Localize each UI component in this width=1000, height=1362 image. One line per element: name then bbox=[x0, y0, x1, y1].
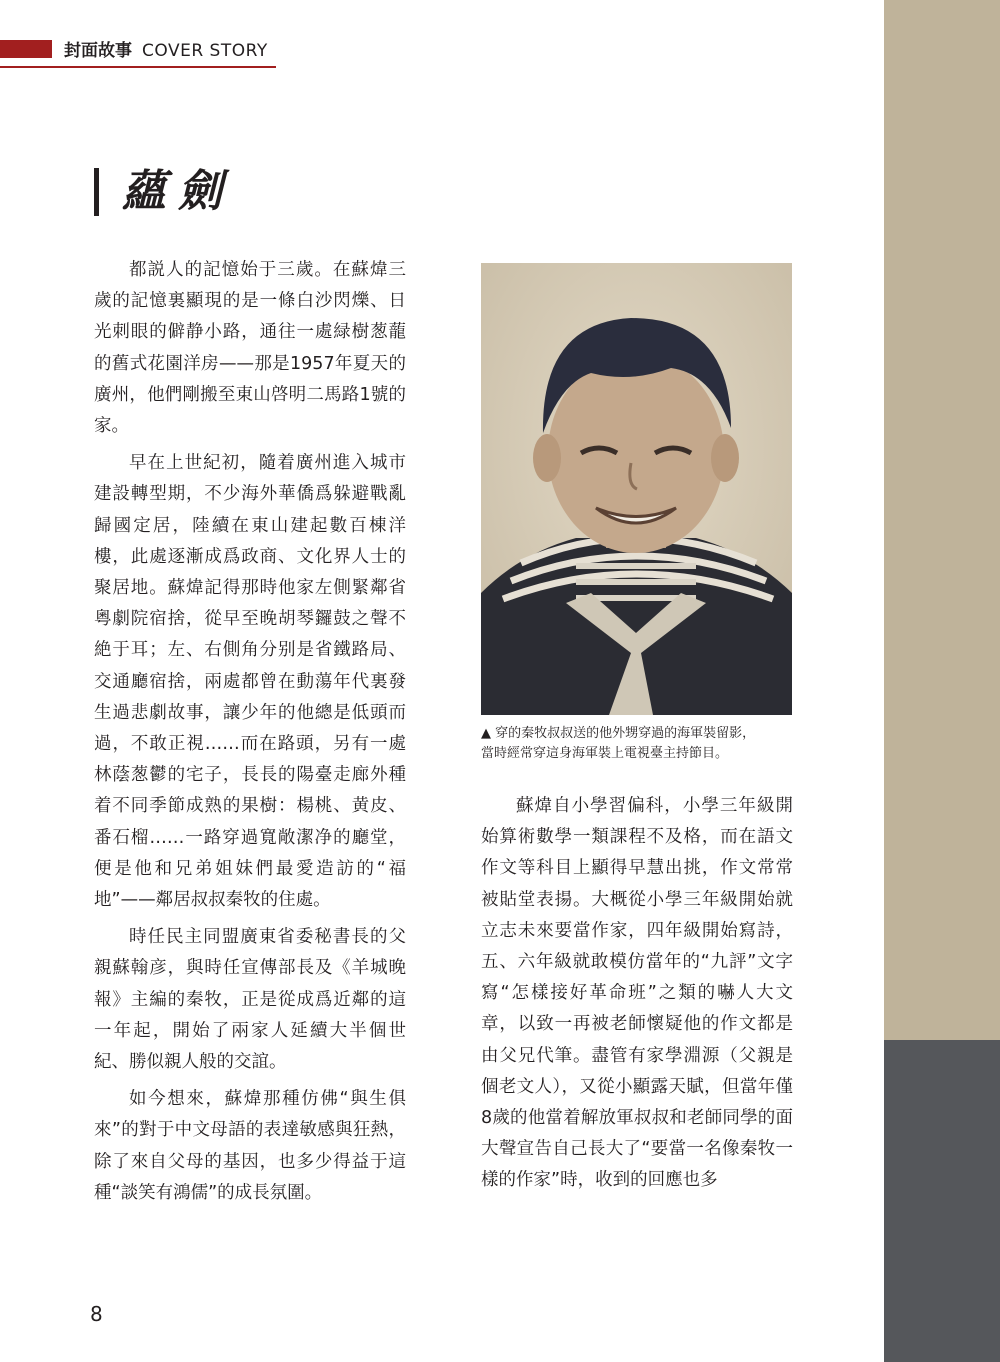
left-text-column bbox=[94, 255, 406, 1215]
caption-line: 當時經常穿這身海軍裝上電視臺主持節目。 bbox=[481, 746, 729, 761]
paragraph: 蘇煒自小學習偏科，小學三年級開始算術數學一類課程不及格，而在語文作文等科目上顯得早慧出挑，作文常常被貼堂表揚。大概從小學三年級開始就立志未來要當作家，四年級開始寫詩，五、六年級就敢模仿當年的“九評”文字寫“怎樣接好革命班”之類的嚇人大文章，以致一再被老師懷疑他的作文都是由父兄代筆。盡管有家學淵源（父親是個老文人），又從小顯露天賦，但當年僅8歲的他當着解放軍叔叔和老師同學的面大聲宣告自己長大了“要當一名像秦牧一樣的作家”時，收到的回應也多 bbox=[481, 796, 793, 1191]
paragraph: 時任民主同盟廣東省委秘書長的父親蘇翰彦，與時任宣傳部長及《羊城晚報》主編的秦牧，正是從成爲近鄰的這一年起，開始了兩家人延續大半個世紀、勝似親人般的交誼。 bbox=[94, 927, 406, 1073]
section-label-en: COVER STORY bbox=[142, 41, 268, 61]
paragraph: 早在上世紀初，隨着廣州進入城市建設轉型期，不少海外華僑爲躲避戰亂歸國定居，陸續在東山建起數百棟洋樓，此處逐漸成爲政商、文化界人士的聚居地。蘇煒記得那時他家左側緊鄰省粵劇院宿捨，從早至晚胡琴鑼鼓之聲不絶于耳；左、右側角分别是省鐵路局、交通廳宿捨，兩處都曾在動蕩年代裏發生過悲劇故事，讓少年的他總是低頭而過，不敢正視……而在路頭，另有一處林蔭葱鬱的宅子，長長的陽臺走廊外種着不同季節成熟的果樹：楊桃、黄皮、番石榴……一路穿過寬敞潔净的廳堂，便是他和兄弟姐妹們最愛造訪的“福地”——鄰居叔叔秦牧的住處。 bbox=[94, 453, 406, 911]
paragraph: 都説人的記憶始于三歲。在蘇煒三歲的記憶裏顯現的是一條白沙閃爍、日光刺眼的僻静小路，通往一處緑樹葱蘢的舊式花園洋房——那是1957年夏天的廣州，他們剛搬至東山啓明二馬路1號的家。 bbox=[94, 260, 406, 437]
section-label-zh: 封面故事 bbox=[64, 41, 132, 61]
title-marker-bar bbox=[94, 168, 99, 216]
section-header bbox=[64, 40, 268, 62]
article-title: 蘊劍 bbox=[122, 166, 234, 217]
portrait-photo bbox=[481, 263, 792, 715]
side-decor-dark-block bbox=[884, 1040, 1000, 1362]
paragraph: 如今想來，蘇煒那種仿佛“與生俱來”的對于中文母語的表達敏感與狂熱，除了來自父母的基因，也多少得益于這種“談笑有鴻儒”的成長氛圍。 bbox=[94, 1089, 406, 1203]
photo-caption bbox=[481, 724, 811, 764]
caption-line: ▲ 穿的秦牧叔叔送的他外甥穿過的海軍裝留影， bbox=[481, 726, 756, 741]
header-accent-bar bbox=[0, 40, 52, 58]
header-rule bbox=[0, 66, 276, 68]
right-text-column bbox=[481, 791, 793, 1203]
page-number: 8 bbox=[90, 1302, 103, 1326]
